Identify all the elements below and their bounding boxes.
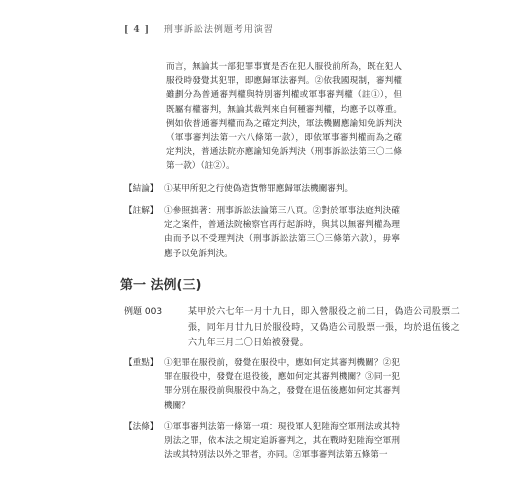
- key-points-label: 【重點】: [124, 358, 159, 368]
- notes-text: ①參照拙著：刑事訴訟法論第三八頁。②對於軍事法庭判決確定之案件，普通法院檢察官再行起訴時，與其以無審判權為理由而予以不受理判決（刑事訴訟法第三〇三條第六款），毋寧應予以免訴判決。: [164, 206, 400, 259]
- example-text: 某甲於六七年一月十九日，即入營服役之前二日，偽造公司股票二張，同年月廿九日於服役時，又偽造公司股票一張，均於退伍後之六九年三月二〇日始被發覺。: [188, 307, 460, 348]
- page-number: [ 4 ]: [124, 25, 151, 35]
- conclusion-text: ①某甲所犯之行使偽造貨幣罪應歸軍法機關審判。: [164, 184, 354, 194]
- book-title: 刑事訴訟法例題考用演習: [163, 25, 274, 35]
- chapter-title: 第一 法例(三): [120, 278, 202, 293]
- law-text: ①軍事審判法第一條第一項：現役軍人犯陸海空軍刑法或其特別法之罪，依本法之規定追訴審判之，其在戰時犯陸海空軍刑法或其特別法以外之罪者，亦同。②軍事審判法第五條第一: [164, 422, 400, 461]
- notes-label: 【註解】: [124, 206, 159, 216]
- running-header: [124, 22, 274, 35]
- example-label: 例題 003: [124, 307, 163, 317]
- intro-paragraph: 而言，無論其一部犯罪事實是否在犯人服役前所為，既在犯人服役時發覺其犯罪，即應歸軍法審判。②依我國現制，審判權雖劃分為普通審判權與特別審判權或軍事審判權（註①），但既屬有權審判，無論其裁判來自何種審判權，均應予以尊重。例如依普通審判權而為之確定判決，軍法機關應諭知免訴判決（軍事審判法第一六八條第一款），即依軍事審判權而為之確定判決，普通法院亦應諭知免訴判決（刑事訴訟法第三〇二條第一款）（註②）。: [166, 62, 402, 172]
- conclusion-label: 【結論】: [124, 184, 159, 194]
- key-points-text: ①犯罪在服役前，發覺在服役中，應如何定其審判機關？②犯罪在服役中，發覺在退役後，應如何定其審判機關？③同一犯罪分別在服役前與服役中為之，發覺在退伍後應如何定其審判機關？: [164, 358, 400, 411]
- law-label: 【法條】: [124, 422, 159, 432]
